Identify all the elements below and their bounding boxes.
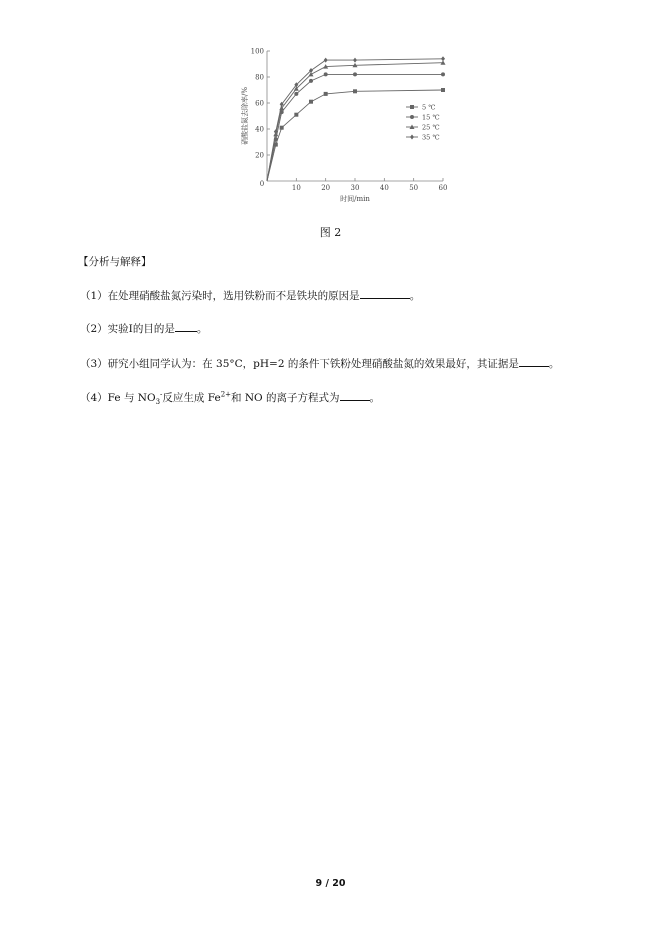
nitrate-subscript: 3 <box>155 398 161 407</box>
x-tick-label: 10 <box>291 184 301 192</box>
y-tick-label: 80 <box>255 73 264 82</box>
answer-blank-2[interactable] <box>175 321 197 332</box>
legend-marker <box>410 115 414 119</box>
y-tick-label: 100 <box>250 47 264 56</box>
x-tick-label: 40 <box>379 184 389 192</box>
x-tick-label: 50 <box>409 184 419 192</box>
legend-label: 15 ℃ <box>422 113 440 122</box>
data-point <box>309 100 313 104</box>
page-number: 9 / 20 <box>315 878 346 889</box>
data-point <box>280 126 284 130</box>
section-title: 【分析与解释】 <box>78 256 152 268</box>
iron-charge: 2+ <box>220 390 232 399</box>
series-line-1 <box>267 90 443 181</box>
answer-blank-1[interactable] <box>360 288 410 299</box>
question-4 <box>80 390 380 406</box>
legend-label: 5 ℃ <box>422 103 436 112</box>
legend-marker <box>410 135 414 140</box>
answer-blank-4[interactable] <box>340 390 370 401</box>
series-line-3 <box>267 63 443 181</box>
data-point <box>441 56 445 61</box>
question-2-text: （2）实验Ⅰ的目的是 <box>80 323 175 335</box>
x-tick-label: 20 <box>321 184 331 192</box>
x-axis-label: 时间/min <box>340 195 370 203</box>
question-1-end: 。 <box>409 290 421 302</box>
nitrate-charge: - <box>160 390 163 399</box>
question-4-pre: （4）Fe 与 NO <box>80 392 156 404</box>
question-3 <box>80 356 559 371</box>
chart <box>230 40 460 210</box>
y-tick-label: 20 <box>255 151 264 160</box>
data-point <box>309 79 313 83</box>
answer-blank-3[interactable] <box>519 356 549 367</box>
y-tick-label: 40 <box>255 125 264 134</box>
data-point <box>353 89 357 93</box>
legend-marker <box>410 105 414 109</box>
data-point <box>324 58 328 63</box>
question-3-end: 。 <box>548 358 560 370</box>
data-point <box>353 72 357 76</box>
legend-label: 35 ℃ <box>422 133 440 142</box>
data-point <box>324 92 328 96</box>
series-line-4 <box>267 59 443 181</box>
data-point <box>441 88 445 92</box>
question-2-end: 。 <box>196 323 208 335</box>
question-3-text: （3）研究小组同学认为：在 35°C，pH=2 的条件下铁粉处理硝酸盐氮的效果最好，其证据是 <box>80 358 519 370</box>
x-tick-label: 0 <box>259 180 265 188</box>
y-axis-label: 硝酸盐氮去除率/% <box>241 86 249 146</box>
question-4-end: 。 <box>369 392 380 404</box>
x-tick-label: 60 <box>438 184 448 192</box>
figure-caption: 图 2 <box>319 226 342 239</box>
data-point <box>324 72 328 76</box>
question-1 <box>80 288 420 303</box>
question-4-mid: 反应生成 Fe <box>162 392 221 404</box>
y-tick-label: 60 <box>255 99 264 108</box>
data-point <box>353 58 357 63</box>
question-2 <box>80 321 207 336</box>
data-point <box>294 92 298 96</box>
x-tick-label: 30 <box>350 184 360 192</box>
question-1-text: （1）在处理硝酸盐氮污染时，选用铁粉而不是铁块的原因是 <box>80 290 360 302</box>
data-point <box>441 72 445 76</box>
question-4-post: 和 NO 的离子方程式为 <box>231 392 340 404</box>
line-chart <box>230 40 460 210</box>
data-point <box>294 113 298 117</box>
legend-label: 25 ℃ <box>422 123 440 132</box>
